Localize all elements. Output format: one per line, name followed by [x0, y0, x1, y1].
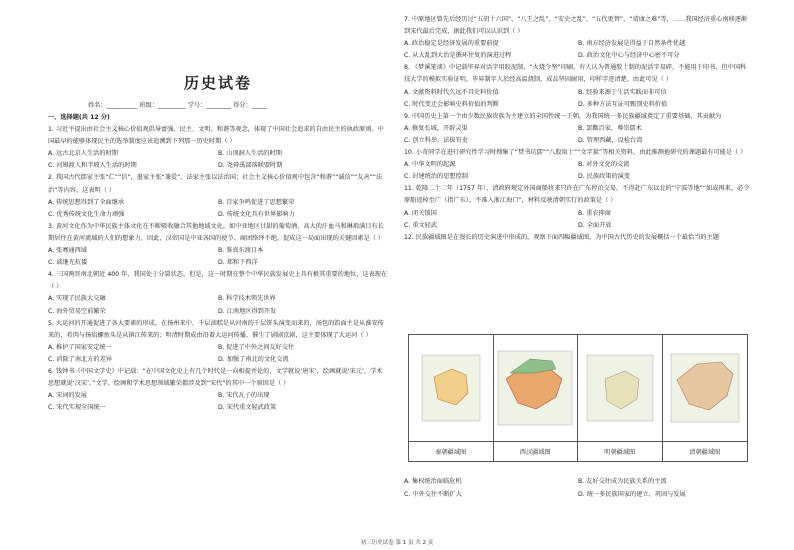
option: A. 集权统治面临危机 — [404, 478, 462, 485]
option: B. 宋代瓦子的出现 — [218, 392, 270, 400]
option: B. 重农抑商 — [578, 209, 611, 217]
option: D. 政治文化中心与经济中心密不可分 — [578, 52, 680, 60]
option: A. 宋词的发展 — [48, 392, 87, 400]
question-options — [48, 342, 388, 366]
option: C. 戚继光抗倭 — [48, 259, 88, 267]
option: B. 科学技术领先世界 — [218, 295, 276, 303]
question-text: 9. 中国历史上第一个由少数民族贵族为主建立的全国性统一王朝，为我国统一多民族疆域奠定了重要基础，其贡献为 — [404, 112, 722, 120]
option: A. 传统思想得到了全面继承 — [48, 198, 125, 206]
question-options — [404, 38, 752, 62]
option: B. 对外文化的交流 — [578, 161, 630, 169]
option: A. 实现了民族大交融 — [48, 295, 106, 303]
q12-options — [404, 475, 752, 501]
option: C. 海外贸易空前繁荣 — [48, 307, 106, 315]
option: D. 管理西藏，设检台湾 — [578, 136, 643, 144]
option: B. 友好交往成为民族关系的主流 — [578, 478, 667, 485]
option: D. 尧舜禹部落联盟时期 — [218, 162, 283, 170]
option: D. 统一多民族国家的建立、巩固与发展 — [578, 491, 686, 498]
option: C. 消除了南北方的差异 — [48, 355, 112, 363]
option: C. 时代变迁会影响史料价值的判断 — [404, 100, 499, 108]
option: C. 重文轻武 — [404, 221, 438, 229]
question-text: 7. 中原地区曾先后经历过“五胡十六国”、“八王之乱”、“安史之乱”、“五代更替”、“靖康之难”等，……我国经济重心南移逐渐到宋代最后完成，据此我们可以认识到（ ） — [404, 16, 748, 36]
page-title: 历史试卷 — [183, 74, 252, 92]
map-label: 清朝疆域图 — [663, 441, 748, 461]
option: C. 中外交往不断扩大 — [404, 491, 462, 498]
option: A. 张骞通西域 — [48, 247, 87, 255]
option: D. 宋代重文轻武政策 — [218, 404, 277, 412]
right-column — [404, 14, 752, 244]
question-options — [48, 293, 388, 317]
option: B. 罢黜百家，尊崇儒术 — [578, 124, 642, 132]
option: B. 百家争鸣促进了思想繁荣 — [218, 198, 295, 206]
option: A. 远古北京人生活的时期 — [48, 150, 118, 158]
option: B. 南方经济发展是得益于自然条件优越 — [578, 40, 686, 48]
map-table — [408, 334, 748, 462]
question-text: 5. 大运河的开通促进了各大要素的形成，在扬州来中，千层油糕是从河南的千层饼头演变而来的，汤包的馅面主是从淮安传来的，肴肉与扬焰螺鱼头是从镇江传来的；明清时期成由沿着大运河传播，催生了剧剧京剧，这主要体现了大运河（ ） — [48, 319, 384, 339]
question-text: 6. 钱钟书《中国文学史》中记载：“在中国文化史上有几个时代是一向相提并论的，文学就说‘唐宋’，绘画就说‘宋元’，学术思想就说‘汉宋’。”文学、绘画和学术思想领域繁荣都涉及到“宋代”的其中一个原因是（ ） — [48, 367, 383, 388]
option: A. 政治稳定是经济发展的重要前提 — [404, 40, 499, 48]
question-options — [404, 123, 752, 147]
option: D. 多种方法互证可甄别史料价值 — [578, 100, 668, 108]
option: D. 全面开放 — [578, 221, 612, 229]
qin-map-image — [409, 335, 494, 441]
question-options — [48, 197, 388, 221]
option: A. 推护了国家安定统一 — [48, 343, 112, 351]
question-options — [404, 87, 752, 111]
option: A. 修复长城，开辟灵渠 — [404, 124, 468, 132]
student-info-line: 姓名：__________ 班级：_________ 学号：________ 得分：_____ — [88, 102, 268, 109]
option: B. 鉴真东渡日本 — [218, 247, 264, 255]
question-text: 3. 黄河文化作为中华民族主体文化在不断吸收融合其他地域文化，如中亚地区甘甜的葡萄酒、高大的汗血马和琳琅满目有长期居住在黄河流域的人们的想象力。因此，汉帝国是中亚各国的使节、商团络绎不绝，促成这一局面出现的关键因素是（ ） — [48, 222, 385, 242]
question-text: 12. 民族疆域图是在漫长的历史演进中形成的。观察下面四幅疆域图，为中国古代历史的发展概括一个最恰当的主题 — [404, 233, 719, 241]
question-text: 2. 我国古代儒家主张“仁”“信”，墨家主张“兼爱”，法家主张以法治国；社会主义核心价值观中包含“和谐”“诚信”“友善”“法治”等内容。这表明（ ） — [48, 174, 383, 194]
option: C. 优秀传统文化生命力顽强 — [48, 210, 125, 218]
option: C. 封建统治的思想控制 — [404, 173, 468, 181]
ming-map-image — [578, 335, 663, 441]
map-label: 西汉疆域图 — [494, 441, 579, 461]
question-text: 1. 习近平提出由社会主义核心价值观倡导富强、民主、文明、和谐等观念，体现了中国社会追求的自由民主的执政原则。中国最早的能够体现民主的选举制度应该追溯到下列那一历史时期（ ） — [48, 126, 384, 146]
option: C. 河姆渡人和半坡人生活的时期 — [48, 162, 137, 170]
left-questions — [48, 124, 388, 414]
question-text: 4. 三国两晋南北朝近 400 年，我国处于分裂状态，但是，这一时期在整个中华民族发展史上具有极其重要的地位，这表现在（ ） — [48, 271, 388, 291]
left-column — [48, 112, 388, 414]
map-label: 秦朝疆域图 — [409, 441, 494, 461]
question-options — [404, 208, 752, 232]
option: C. 创立科举，法拔官吏 — [404, 136, 468, 144]
question-text: 8. 《梦溪笔谈》中记载毕昇对活字用胶泥制，“火烧令坚”印刷。有人认为普通胶土制的泥活字易碎，不能用于印书，但中国科技大学的模拟实验证明，毕昇制字人於经高温烧制，成品坚固耐用，印样字迹清楚。由此可见（ ） — [404, 64, 747, 84]
option: B. 经验来源于生活实践而非可信 — [578, 88, 667, 96]
option: A. 文献资料时代久远不具史料价值 — [404, 88, 499, 96]
option: C. 从大乱到大治是循环往复的演进过程 — [404, 52, 512, 60]
option: D. 江南地区得到开发 — [218, 307, 277, 315]
question-options — [48, 390, 388, 414]
page-footer: 初三历史试卷 第 1 页 共 2 页 — [360, 540, 434, 546]
option: A. 中华文明的起源 — [404, 161, 456, 169]
option: D. 郑和下西洋 — [218, 259, 258, 267]
question-options — [404, 159, 752, 183]
option: D. 民族政策的演变 — [578, 173, 631, 181]
map-label: 明朝疆域图 — [578, 441, 663, 461]
option: D. 加强了南北的文化交流 — [218, 355, 289, 363]
question-text: 10. 小奇同学在进行研究性学习时搜集了“焚书坑儒”“八股取士”“文字狱”等相关资料，由此推测他研究的课题最有可能是（ ） — [404, 149, 747, 157]
section-heading: 一、选择题(共 12 分) — [48, 114, 110, 121]
question-options — [48, 148, 388, 172]
western-han-map-image — [494, 335, 579, 441]
qing-map-image — [663, 335, 748, 441]
option: D. 传统文化具有世界影响力 — [218, 210, 295, 218]
right-questions — [404, 14, 752, 244]
question-options — [48, 245, 388, 269]
option: A. 闭关锁国 — [404, 209, 437, 217]
question-text: 11. 乾隆二十二年（1757 年），清政府规定外国商船将来只许在广东停泊交易，不得赴广东以北的“宁波等地”“如或再来，必令原船返棹至广（指广东），不准入浙江海口”，材料反映清朝实行的政策是（ ） — [404, 185, 750, 205]
option: C. 宋代实现全国统一 — [48, 404, 106, 412]
option: B. 促进了中外之间友好交往 — [218, 343, 295, 351]
option: B. 山顶洞人生活的时期 — [218, 150, 282, 158]
